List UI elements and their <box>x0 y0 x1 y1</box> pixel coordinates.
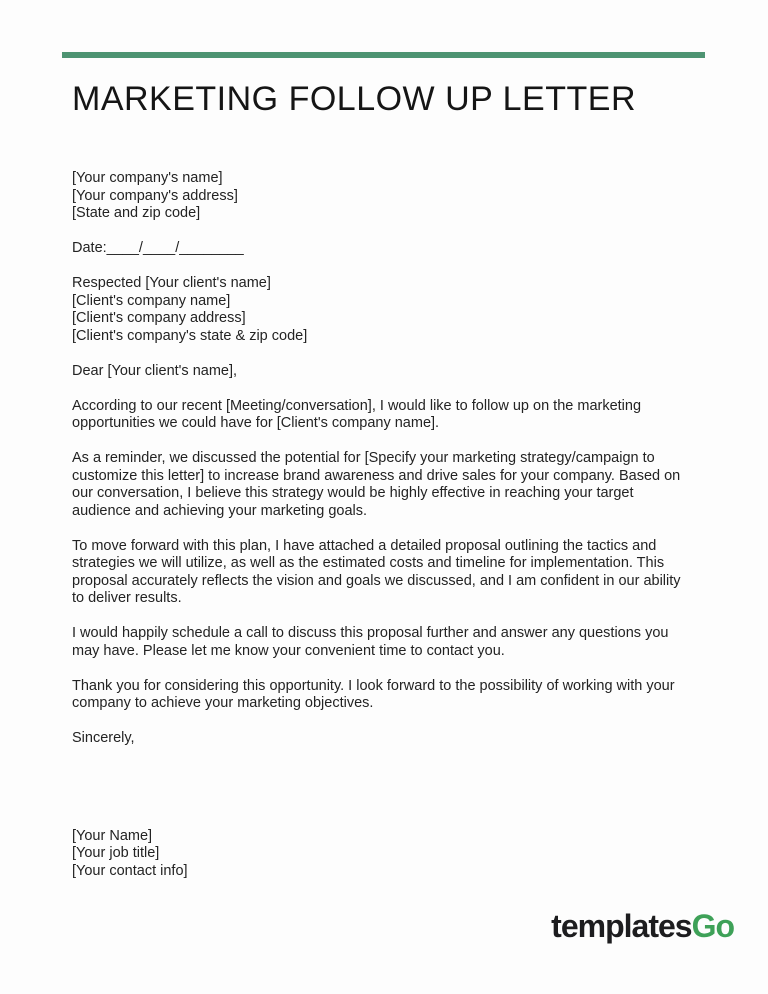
paragraph-thank-you: Thank you for considering this opportunity. I look forward to the possibility of working with your company to achieve your marketing objectives. <box>72 677 675 711</box>
date-line: Date:____/____/________ <box>72 240 244 256</box>
signature-block <box>72 828 695 881</box>
letter-body <box>72 170 695 898</box>
paragraph-proposal: To move forward with this plan, I have attached a detailed proposal outlining the tactics and strategies we will utilize, as well as the estimated costs and timeline for implementation. This proposal accurately reflects the vision and goals we discussed, and I am confident in our ability to deliver results. <box>72 537 681 606</box>
sender-company-name: [Your company's name] <box>72 170 223 186</box>
letter-title: MARKETING FOLLOW UP LETTER <box>72 80 637 118</box>
salutation: Dear [Your client's name], <box>72 362 238 379</box>
sender-block <box>72 170 695 223</box>
paragraph-reminder: As a reminder, we discussed the potential for [Specify your marketing strategy/campaign to customize this letter] to increase brand awareness and drive sales for your company. Based on our conversation, I believe this strategy would be highly effective in reaching your target audience and achieving your marketing goals. <box>72 450 681 519</box>
accent-bar <box>62 52 705 58</box>
paragraph-followup: According to our recent [Meeting/conversation], I would like to follow up on the marketing opportunities we could have for [Client's company name]. <box>72 397 642 431</box>
paragraph-schedule-call: I would happily schedule a call to discuss this proposal further and answer any questions you may have. Please let me know your convenient time to contact you. <box>72 625 669 659</box>
logo-text-go: Go <box>691 908 734 944</box>
recipient-block <box>72 275 695 345</box>
sender-company-address: [Your company's address] <box>72 187 238 204</box>
recipient-name: Respected [Your client's name] <box>72 275 271 291</box>
closing: Sincerely, <box>72 730 135 746</box>
logo-text-templates: templates <box>551 908 692 944</box>
signature-contact-info: [Your contact info] <box>72 862 188 879</box>
signature-name: [Your Name] <box>72 827 153 844</box>
signature-job-title: [Your job title] <box>72 845 160 861</box>
sender-state-zip: [State and zip code] <box>72 205 201 221</box>
templatesgo-logo <box>551 908 734 945</box>
recipient-company-address: [Client's company address] <box>72 310 246 326</box>
recipient-state-zip: [Client's company's state & zip code] <box>72 327 308 344</box>
recipient-company-name: [Client's company name] <box>72 292 231 309</box>
